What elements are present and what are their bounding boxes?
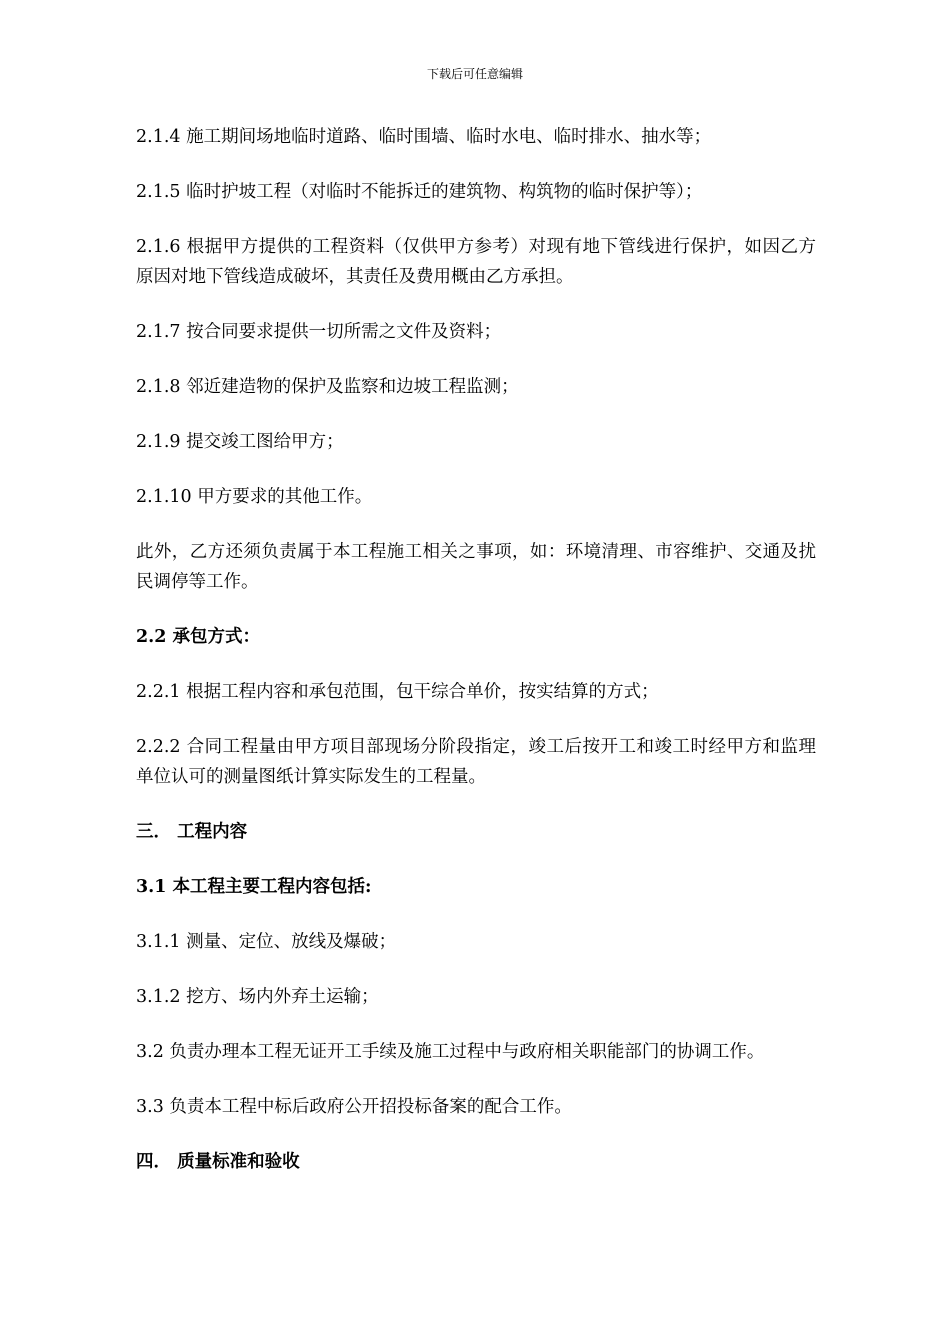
section-4-heading: 四． 质量标准和验收	[136, 1152, 300, 1172]
page-header-note: 下载后可任意编辑	[426, 67, 523, 81]
additional-duties-paragraph: 此外，乙方还须负责属于本工程施工相关之事项，如：环境清理、市容维护、交通及扰民调停等工作。	[136, 542, 816, 592]
section-2-2-heading: 2.2 承包方式：	[136, 627, 261, 647]
clause-2-1-9: 2.1.9 提交竣工图给甲方；	[136, 432, 344, 452]
clause-2-2-1: 2.2.1 根据工程内容和承包范围，包干综合单价，按实结算的方式；	[136, 682, 659, 702]
clause-2-1-8: 2.1.8 邻近建造物的保护及监察和边坡工程监测；	[136, 377, 519, 397]
clause-2-1-6: 2.1.6 根据甲方提供的工程资料（仅供甲方参考）对现有地下管线进行保护，如因乙方原因对地下管线造成破坏，其责任及费用概由乙方承担。	[136, 237, 816, 287]
clause-2-2-2: 2.2.2 合同工程量由甲方项目部现场分阶段指定，竣工后按开工和竣工时经甲方和监理单位认可的测量图纸计算实际发生的工程量。	[136, 737, 816, 787]
section-3-heading: 三． 工程内容	[136, 822, 248, 842]
clause-2-1-5: 2.1.5 临时护坡工程（对临时不能拆迁的建筑物、构筑物的临时保护等）；	[136, 182, 703, 202]
clause-3-3: 3.3 负责本工程中标后政府公开招投标备案的配合工作。	[136, 1097, 572, 1117]
clause-2-1-7: 2.1.7 按合同要求提供一切所需之文件及资料；	[136, 322, 502, 342]
document-body	[136, 122, 816, 1202]
clause-3-1-1: 3.1.1 测量、定位、放线及爆破；	[136, 932, 397, 952]
section-3-1-heading: 3.1 本工程主要工程内容包括:	[136, 877, 372, 897]
clause-3-2: 3.2 负责办理本工程无证开工手续及施工过程中与政府相关职能部门的协调工作。	[136, 1042, 765, 1062]
clause-2-1-10: 2.1.10 甲方要求的其他工作。	[136, 487, 373, 507]
clause-2-1-4: 2.1.4 施工期间场地临时道路、临时围墙、临时水电、临时排水、抽水等；	[136, 127, 712, 147]
clause-3-1-2: 3.1.2 挖方、场内外弃土运输；	[136, 987, 379, 1007]
